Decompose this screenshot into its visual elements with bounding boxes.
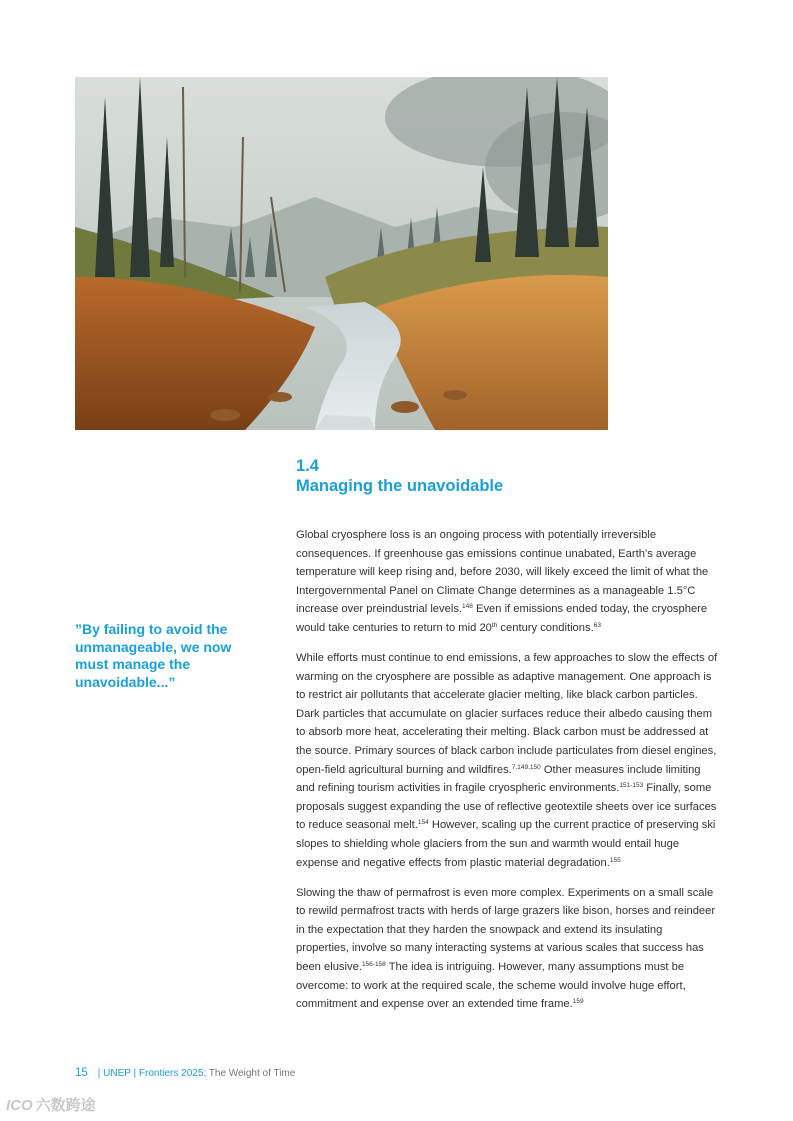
citation: 148 <box>462 603 473 611</box>
forest-erosion-image <box>75 77 608 430</box>
watermark-text: 六数跨途 <box>35 1097 96 1114</box>
citation: 155 <box>609 856 621 864</box>
watermark-logo: ICO <box>6 1097 33 1114</box>
paragraph-2: While efforts must continue to end emissions, a few approaches to slow the effects of warming on the cryosphere are possible as adaptive management. One approach is to restrict air pollutants that accelerate glacier melting, like black carbon particles. Dark particles that accumulate on glacier surfaces reduce their albedo causing them to absorb more heat, accelerating their melting. Black carbon must be addressed at the source. Primary sources of black carbon include particulates from diesel engines, open-field agricultural burning and wildfires.$^{7,149,150}$ Other measures include limiting and refining tourism activities in fragile cryospheric environments.$^{151-153}$ Finally, some proposals suggest expanding the use of reflective geotextile sheets over ice surfaces to reduce seasonal melt.$^{154}$ However, scaling up the current practice of preserving ski slopes to shielding whole glaciers from the sun and warmth would entail huge expense and negative effects from plastic material degradation.$^{155}$ <box>296 652 718 869</box>
page-number: 15 <box>75 1067 88 1079</box>
citation: 156-158 <box>361 961 386 969</box>
citation: 151-153 <box>619 782 644 790</box>
citation: 63 <box>593 621 601 629</box>
section-number: 1.4 <box>296 457 319 475</box>
section-title: Managing the unavoidable <box>296 477 504 495</box>
pull-quote: ”By failing to avoid the unmanageable, we now must manage the unavoidable...” <box>75 621 232 690</box>
hero-illustration <box>75 77 608 430</box>
paragraph-1: Global cryosphere loss is an ongoing process with potentially irreversible consequences. If greenhouse gas emissions continue unabated, Earth’s average temperature will keep rising and, before 2030, will likely exceed the limit of what the Intergovernmental Panel on Climate Change determines as a manageable 1.5°C increase over preindustrial levels.$^{148}$ Even if emissions ended today, the cryosphere would take centuries to return to mid 20th century conditions.$^{63}$ <box>296 529 709 634</box>
watermark <box>6 1094 116 1118</box>
paragraph-3: Slowing the thaw of permafrost is even more complex. Experiments on a small scale to rewild permafrost tracts with herds of large grazers like bison, horses and reindeer in the expectation that they harden the snowpack and extend its insulating properties, involve so many interacting systems at various scales that success has been elusive.$^{156-158}$ The idea is intriguing. However, many assumptions must be overcome: to work at the required scale, the scheme would involve huge effort, commitment and expense over an extended time frame.$^{159}$ <box>296 886 716 1011</box>
section-heading <box>296 456 716 496</box>
footer-org: | UNEP | Frontiers 2025: <box>97 1068 207 1079</box>
superscript-th: th <box>491 621 498 629</box>
page-footer <box>75 1066 475 1081</box>
citation: 159 <box>572 998 584 1006</box>
citation: 7,149,150 <box>511 763 541 771</box>
body-text <box>296 526 718 1025</box>
footer-title: The Weight of Time <box>206 1068 296 1079</box>
citation: 154 <box>417 819 429 827</box>
